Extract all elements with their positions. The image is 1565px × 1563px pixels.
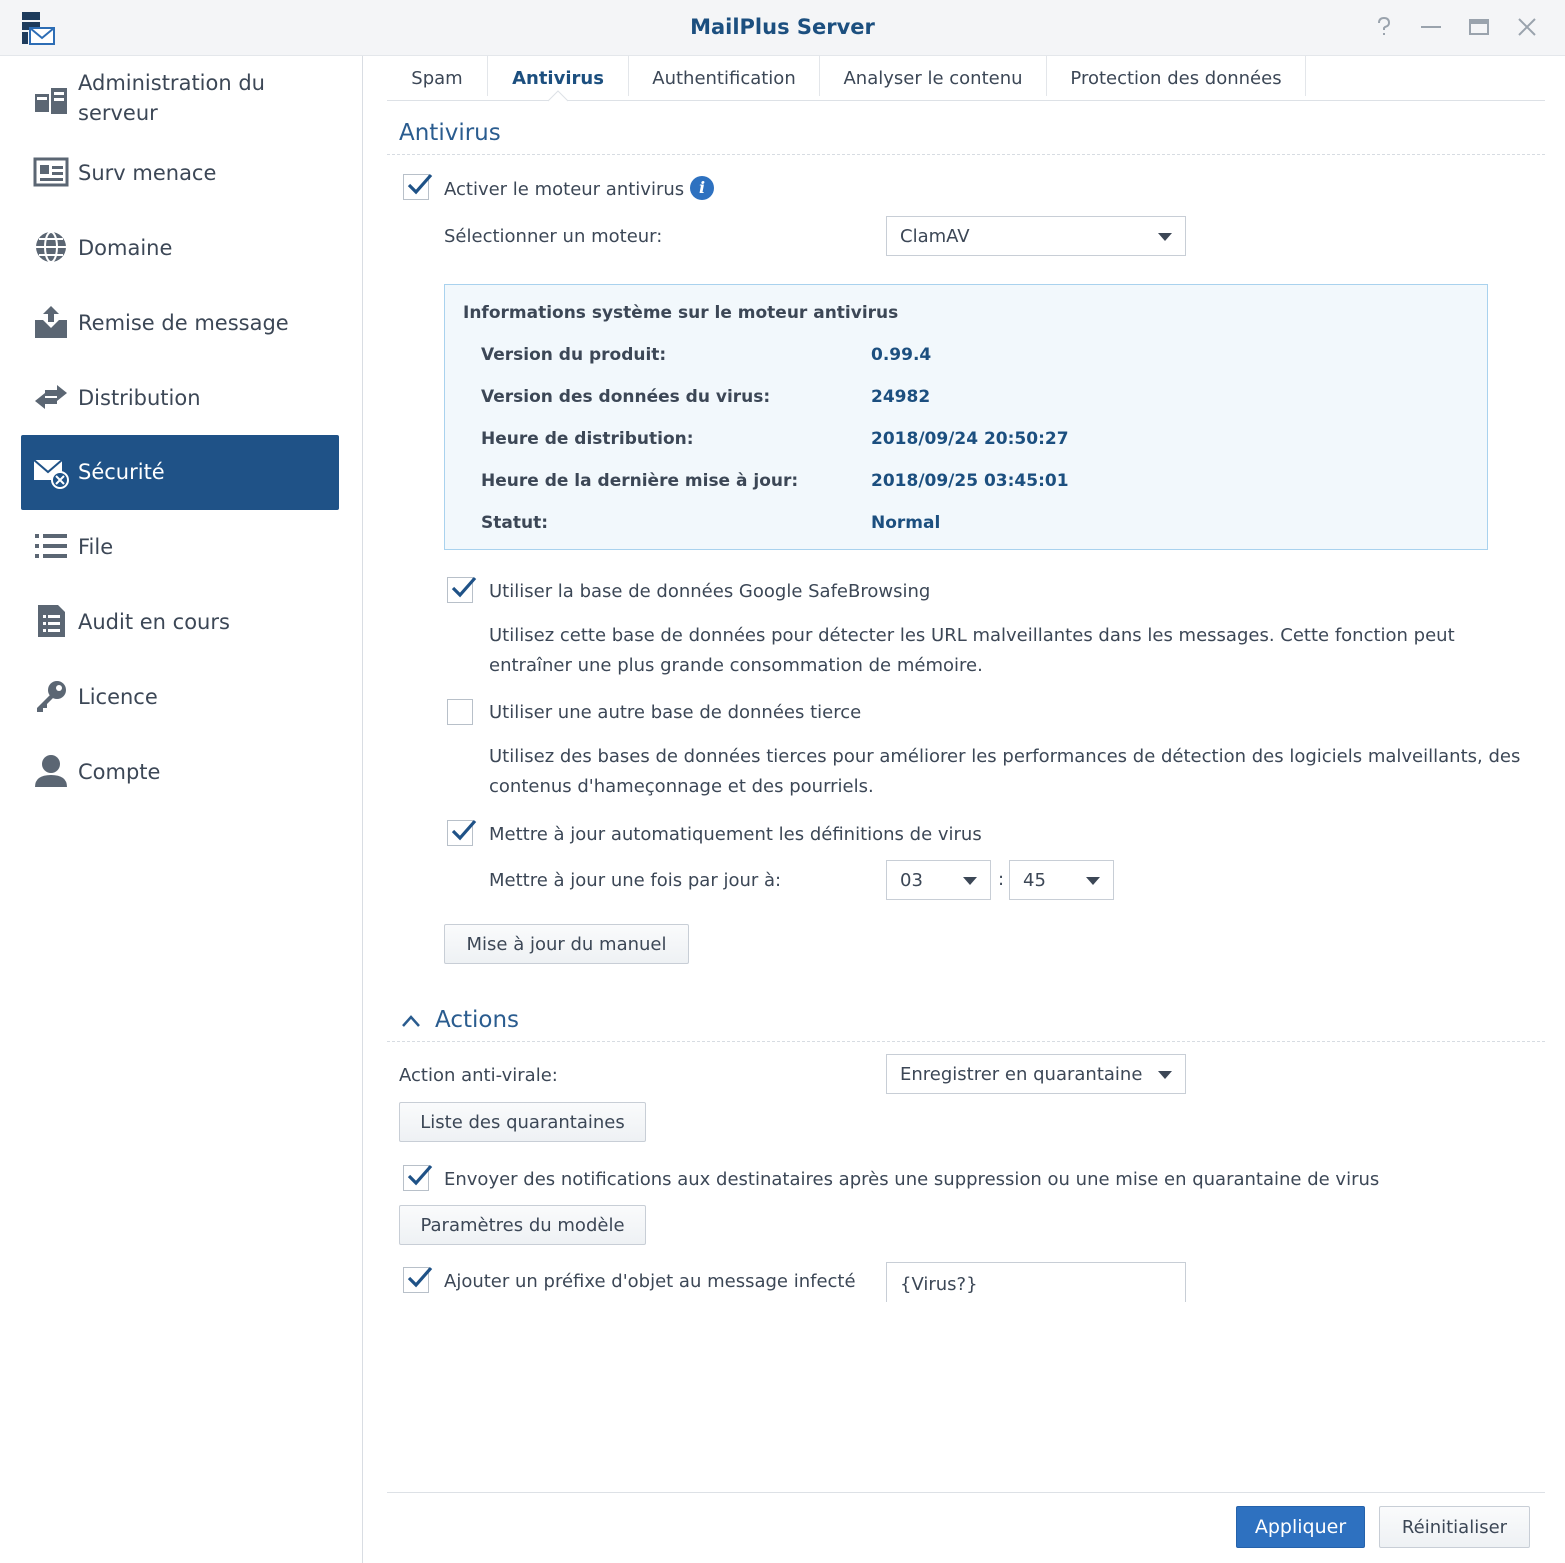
- notify-recipients-checkbox[interactable]: [403, 1165, 429, 1191]
- key-icon: [33, 678, 69, 714]
- id-card-icon: [33, 154, 69, 190]
- info-key-product-version: Version du produit:: [481, 345, 667, 365]
- engine-info-title: Informations système sur le moteur antivirus: [463, 303, 899, 323]
- section-title-antivirus: Antivirus: [399, 120, 501, 146]
- sidebar-item-server-admin[interactable]: [21, 60, 339, 142]
- document-list-icon: [33, 603, 69, 639]
- info-value-status: Normal: [871, 513, 941, 533]
- info-key-status: Statut:: [481, 513, 548, 533]
- info-icon[interactable]: i: [690, 176, 714, 200]
- reset-button[interactable]: Réinitialiser: [1379, 1506, 1530, 1548]
- manual-update-button[interactable]: Mise à jour du manuel: [444, 924, 689, 964]
- chevron-down-icon: [1158, 233, 1172, 241]
- subject-prefix-input[interactable]: [886, 1262, 1186, 1302]
- engine-select[interactable]: [886, 216, 1186, 256]
- sidebar-item-label: Domaine: [78, 236, 173, 260]
- checkmark-icon: [405, 1264, 433, 1292]
- third-party-db-checkbox[interactable]: [447, 699, 473, 725]
- sidebar-item-security[interactable]: [21, 435, 339, 510]
- sidebar-item-label: Surv menace: [78, 161, 217, 185]
- antivirus-action-select[interactable]: [886, 1054, 1186, 1094]
- sidebar-item-label: Audit en cours: [78, 610, 230, 634]
- minimize-icon: [1421, 25, 1441, 29]
- inbox-tray-icon: [33, 304, 69, 340]
- sidebar: [0, 56, 363, 1563]
- hour-select[interactable]: [886, 860, 991, 900]
- tab-data-protection[interactable]: Protection des données: [1070, 67, 1282, 89]
- user-icon: [33, 753, 69, 789]
- info-value-virus-data-version: 24982: [871, 387, 931, 407]
- safebrowsing-label: Utiliser la base de données Google SafeBrowsing: [489, 581, 931, 602]
- globe-icon: [33, 229, 69, 265]
- apply-button[interactable]: Appliquer: [1236, 1506, 1365, 1548]
- subject-prefix-checkbox[interactable]: [403, 1267, 429, 1293]
- tab-antivirus[interactable]: Antivirus: [512, 67, 604, 89]
- time-separator: :: [998, 869, 1005, 890]
- info-value-last-update: 2018/09/25 03:45:01: [871, 471, 1069, 491]
- help-button[interactable]: [1369, 12, 1399, 42]
- sidebar-item-label: Distribution: [78, 386, 201, 410]
- antivirus-action-select-value: Enregistrer en quarantaine: [900, 1064, 1143, 1085]
- minimize-button[interactable]: [1416, 12, 1446, 42]
- minute-select-value: 45: [1023, 870, 1046, 891]
- window-title: MailPlus Server: [690, 15, 875, 39]
- tab-spam[interactable]: Spam: [411, 67, 463, 89]
- title-bar: [0, 0, 1565, 56]
- question-icon: [1375, 17, 1393, 37]
- server-admin-icon: [33, 84, 69, 120]
- tab-content-scan[interactable]: Analyser le contenu: [843, 67, 1023, 89]
- checkmark-icon: [405, 171, 433, 199]
- mail-shield-icon: [33, 453, 69, 489]
- auto-update-label: Mettre à jour automatiquement les définitions de virus: [489, 824, 982, 845]
- checkmark-icon: [449, 817, 477, 845]
- tab-divider: [1305, 56, 1306, 96]
- antivirus-action-label: Action anti-virale:: [399, 1065, 558, 1086]
- list-icon: [33, 528, 69, 564]
- enable-antivirus-checkbox[interactable]: [403, 174, 429, 200]
- chevron-up-icon[interactable]: [401, 1014, 421, 1028]
- sidebar-item-audit[interactable]: [21, 585, 339, 660]
- auto-update-checkbox[interactable]: [447, 820, 473, 846]
- third-party-db-label: Utiliser une autre base de données tierce: [489, 702, 862, 723]
- tab-authentication[interactable]: Authentification: [652, 67, 796, 89]
- sidebar-item-label: File: [78, 535, 114, 559]
- close-button[interactable]: [1512, 12, 1542, 42]
- chevron-down-icon: [1158, 1071, 1172, 1079]
- safebrowsing-checkbox[interactable]: [447, 577, 473, 603]
- subject-prefix-value: {Virus?}: [900, 1274, 978, 1295]
- enable-antivirus-label: Activer le moteur antivirus: [444, 179, 685, 200]
- subject-prefix-label: Ajouter un préfixe d'objet au message infecté: [444, 1271, 856, 1292]
- section-divider: [387, 154, 1545, 155]
- hour-select-value: 03: [900, 870, 923, 891]
- template-settings-button[interactable]: Paramètres du modèle: [399, 1205, 646, 1245]
- schedule-label: Mettre à jour une fois par jour à:: [489, 870, 782, 891]
- checkmark-icon: [449, 574, 477, 602]
- quarantine-list-button[interactable]: Liste des quarantaines: [399, 1102, 646, 1142]
- sidebar-item-queue[interactable]: [21, 510, 339, 585]
- sidebar-item-label: Compte: [78, 760, 161, 784]
- sidebar-item-license[interactable]: [21, 660, 339, 735]
- close-icon: [1518, 18, 1536, 36]
- active-tab-indicator: [548, 90, 568, 102]
- section-divider: [387, 1041, 1545, 1042]
- sidebar-item-delivery[interactable]: [21, 286, 339, 361]
- maximize-icon: [1469, 19, 1489, 35]
- sidebar-item-label: Licence: [78, 685, 158, 709]
- minute-select[interactable]: [1009, 860, 1114, 900]
- chevron-down-icon: [963, 877, 977, 885]
- sidebar-item-label: Remise de message: [78, 311, 289, 335]
- section-title-actions[interactable]: Actions: [435, 1007, 520, 1033]
- engine-info-panel: [444, 284, 1488, 550]
- info-value-product-version: 0.99.4: [871, 345, 932, 365]
- safebrowsing-description: Utilisez cette base de données pour détecter les URL malveillantes dans les messages. Cette fonction peut entraîner une plus grande consommation de mémoire.: [489, 625, 1455, 676]
- sidebar-item-account[interactable]: [21, 735, 339, 810]
- sidebar-item-threat-monitor[interactable]: [21, 136, 339, 211]
- maximize-button[interactable]: [1464, 12, 1494, 42]
- engine-select-value: ClamAV: [900, 226, 970, 247]
- sidebar-item-domain[interactable]: [21, 211, 339, 286]
- third-party-db-description: Utilisez des bases de données tierces pour améliorer les performances de détection des logiciels malveillants, des contenus d'hameçonnage et des pourriels.: [489, 746, 1521, 797]
- info-key-release-time: Heure de distribution:: [481, 429, 694, 449]
- sidebar-item-label: Administration du serveur: [78, 71, 265, 125]
- footer-divider: [387, 1492, 1545, 1493]
- info-key-virus-data-version: Version des données du virus:: [481, 387, 771, 407]
- sidebar-item-distribution[interactable]: [21, 361, 339, 436]
- sidebar-item-label: Sécurité: [78, 460, 165, 484]
- info-key-last-update: Heure de la dernière mise à jour:: [481, 471, 799, 491]
- engine-label: Sélectionner un moteur:: [444, 226, 663, 247]
- notify-recipients-label: Envoyer des notifications aux destinataires après une suppression ou une mise en quarantaine de virus: [444, 1169, 1380, 1190]
- tab-bar: [387, 56, 1545, 101]
- info-value-release-time: 2018/09/24 20:50:27: [871, 429, 1069, 449]
- chevron-down-icon: [1086, 877, 1100, 885]
- checkmark-icon: [405, 1162, 433, 1190]
- arrows-swap-icon: [33, 379, 69, 415]
